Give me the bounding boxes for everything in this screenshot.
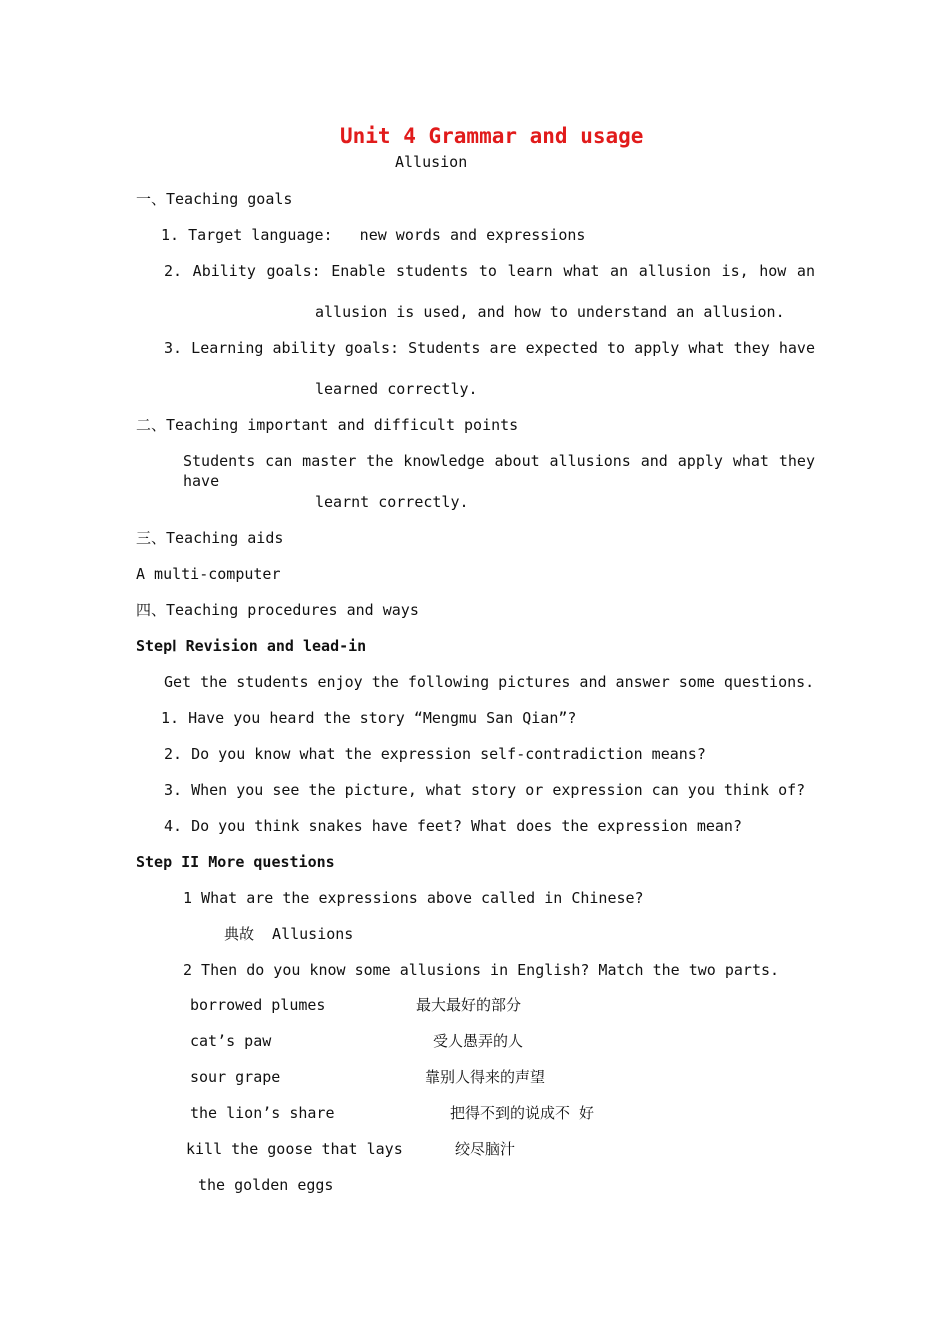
match-right-2: 受人愚弄的人 bbox=[433, 1032, 524, 1050]
step-2-heading: Step II More questions bbox=[136, 853, 335, 871]
step-2-answer-1: 典故 Allusions bbox=[224, 925, 354, 943]
step-1-intro: Get the students enjoy the following pictures and answer some questions. bbox=[164, 673, 815, 691]
section-heading-important-points: 二、Teaching important and difficult points bbox=[136, 416, 519, 434]
step-1-question-2: 2. Do you know what the expression self-contradiction means? bbox=[164, 745, 706, 763]
step-2-question-2: 2 Then do you know some allusions in English? Match the two parts. bbox=[183, 961, 780, 979]
step-2-question-1: 1 What are the expressions above called in Chinese? bbox=[183, 889, 644, 907]
important-points-line-1: Students can master the knowledge about allusions and apply what they have bbox=[183, 452, 815, 490]
goal-item-2-line-2: allusion is used, and how to understand an allusion. bbox=[315, 303, 785, 321]
goal-item-1: 1. Target language: new words and expressions bbox=[161, 226, 586, 244]
step-1-question-1: 1. Have you heard the story “Mengmu San Qian”? bbox=[161, 709, 577, 727]
section-heading-teaching-goals: 一、Teaching goals bbox=[136, 190, 293, 208]
match-right-5: 绞尽脑汁 bbox=[455, 1140, 516, 1158]
match-left-1: borrowed plumes bbox=[190, 996, 326, 1014]
page-subtitle: Allusion bbox=[395, 153, 468, 171]
match-right-3: 靠别人得来的声望 bbox=[425, 1068, 546, 1086]
goal-item-3-line-2: learned correctly. bbox=[315, 380, 478, 398]
match-left-4: the lion’s share bbox=[190, 1104, 335, 1122]
important-points-line-2: learnt correctly. bbox=[315, 493, 469, 511]
match-left-3: sour grape bbox=[190, 1068, 281, 1086]
step-1-question-3: 3. When you see the picture, what story or expression can you think of? bbox=[164, 781, 806, 799]
section-heading-procedures: 四、Teaching procedures and ways bbox=[136, 601, 419, 619]
goal-item-2-line-1: 2. Ability goals: Enable students to learn what an allusion is, how an bbox=[164, 262, 815, 280]
goal-item-3-line-1: 3. Learning ability goals: Students are expected to apply what they have bbox=[164, 339, 815, 357]
match-right-4: 把得不到的说成不 好 bbox=[450, 1104, 595, 1122]
match-left-5: kill the goose that lays bbox=[186, 1140, 403, 1158]
section-heading-teaching-aids: 三、Teaching aids bbox=[136, 529, 284, 547]
step-1-question-4: 4. Do you think snakes have feet? What does the expression mean? bbox=[164, 817, 742, 835]
page-title: Unit 4 Grammar and usage bbox=[340, 124, 644, 148]
match-right-1: 最大最好的部分 bbox=[416, 996, 522, 1014]
step-1-heading: StepⅠ Revision and lead-in bbox=[136, 637, 367, 655]
match-left-2: cat’s paw bbox=[190, 1032, 272, 1050]
match-left-5-continued: the golden eggs bbox=[198, 1176, 334, 1194]
teaching-aids-line: A multi-computer bbox=[136, 565, 281, 583]
